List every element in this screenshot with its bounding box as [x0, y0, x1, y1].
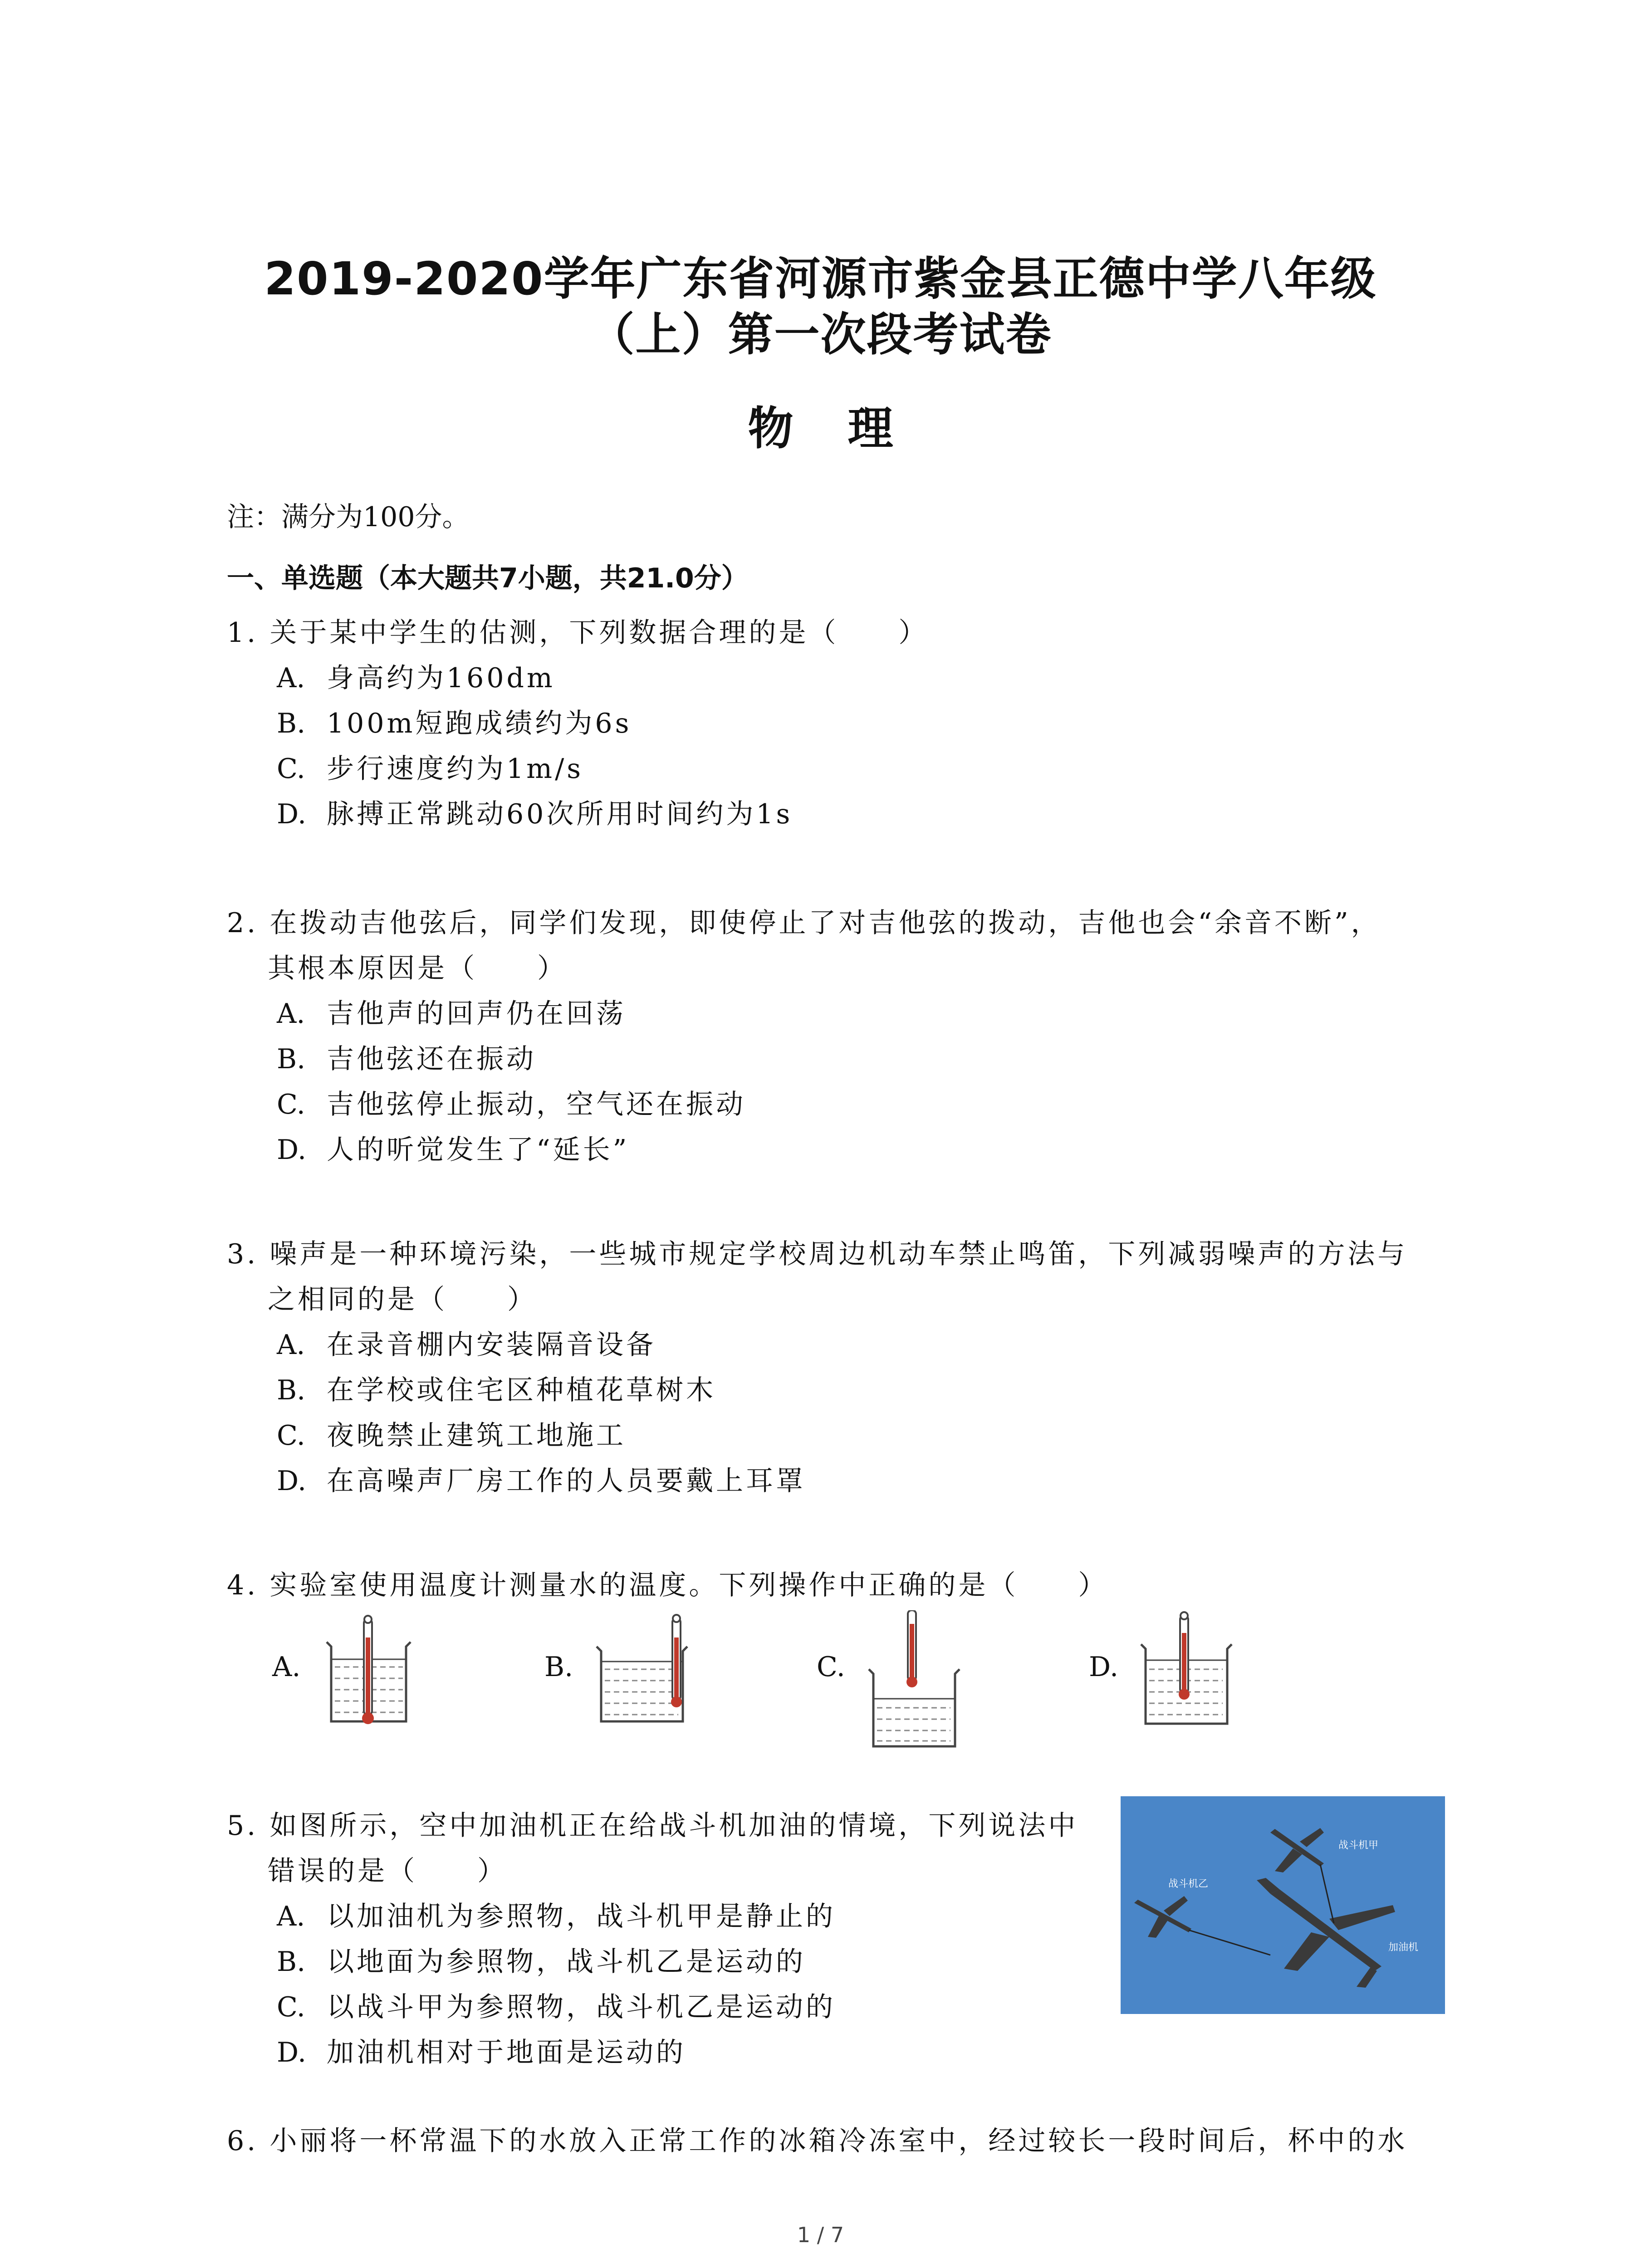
section-heading: 一、单选题（本大题共7小题，共21.0分）	[227, 562, 749, 594]
question-stem: 2. 在拨动吉他弦后，同学们发现，即使停止了对吉他弦的拨动，吉他也会“余音不断”，	[227, 907, 1381, 939]
subject-heading: 物理	[748, 402, 948, 455]
option-b: B. 100m短跑成绩约为6s	[277, 708, 632, 739]
question-4	[227, 1563, 1108, 1608]
option-d: D. 脉搏正常跳动60次所用时间约为1s	[277, 798, 793, 830]
question-2	[227, 900, 1381, 1173]
option-a: A. 在录音棚内安装隔音设备	[277, 1329, 656, 1361]
question-1	[227, 610, 928, 837]
option-d: D. 在高噪声厂房工作的人员要戴上耳罩	[277, 1465, 806, 1497]
question-stem: 5. 如图所示，空中加油机正在给战斗机加油的情境，下列说法中	[227, 1810, 1078, 1842]
question-5	[227, 1803, 1078, 2075]
option-b: B. 以地面为参照物，战斗机乙是运动的	[277, 1946, 806, 1978]
option-a: A. 以加油机为参照物，战斗机甲是静止的	[277, 1901, 836, 1932]
option-a: A. 身高约为160dm	[277, 662, 555, 694]
score-note: 注：满分为100分。	[227, 501, 470, 533]
jet-b-label: 战斗机乙	[1168, 1878, 1209, 1890]
thermometer-beaker-a-icon	[318, 1610, 422, 1760]
option-b: B. 吉他弦还在振动	[277, 1043, 536, 1075]
thermometer-beaker-c-icon	[862, 1610, 966, 1760]
thermometer-beaker-d-icon	[1134, 1610, 1239, 1760]
aerial-refueling-image	[1121, 1796, 1445, 2014]
page-number: 1 / 7	[797, 2223, 844, 2247]
question-stem: 3. 噪声是一种环境污染，一些城市规定学校周边机动车禁止鸣笛，下列减弱噪声的方法与	[227, 1238, 1408, 1270]
option-c: C. 以战斗甲为参照物，战斗机乙是运动的	[277, 1991, 836, 2023]
question-stem-cont: 之相同的是（ ）	[268, 1284, 537, 1315]
aerial-refueling-icon	[1121, 1796, 1445, 2014]
question-3	[227, 1232, 1407, 1504]
thermometer-figures: A. B. C. D.	[227, 1610, 1270, 1760]
option-c: C. 夜晚禁止建筑工地施工	[277, 1420, 626, 1452]
question-stem-cont: 错误的是（ ）	[268, 1855, 507, 1887]
tanker-label: 加油机	[1388, 1942, 1419, 1953]
exam-title-line1: 2019-2020学年广东省河源市紫金县正德中学八年级	[264, 252, 1377, 305]
option-d: D. 加油机相对于地面是运动的	[277, 2037, 686, 2068]
option-a: A. 吉他声的回声仍在回荡	[277, 998, 626, 1030]
jet-a-label: 战斗机甲	[1338, 1840, 1379, 1851]
question-stem: 6. 小丽将一杯常温下的水放入正常工作的冰箱冷冻室中，经过较长一段时间后，杯中的水	[227, 2125, 1408, 2157]
exam-title-line2: （上）第一次段考试卷	[589, 308, 1052, 361]
option-b: B. 在学校或住宅区种植花草树木	[277, 1374, 716, 1406]
question-6	[227, 2118, 1407, 2164]
question-stem-cont: 其根本原因是（ ）	[268, 953, 567, 984]
option-c: C. 吉他弦停止振动，空气还在振动	[277, 1089, 746, 1120]
thermometer-beaker-b-icon	[590, 1610, 694, 1760]
option-d: D. 人的听觉发生了“延长”	[277, 1134, 630, 1166]
option-c: C. 步行速度约为1m/s	[277, 753, 584, 785]
question-stem: 4. 实验室使用温度计测量水的温度。下列操作中正确的是（ ）	[227, 1569, 1108, 1601]
question-stem: 1. 关于某中学生的估测，下列数据合理的是（ ）	[227, 617, 929, 649]
